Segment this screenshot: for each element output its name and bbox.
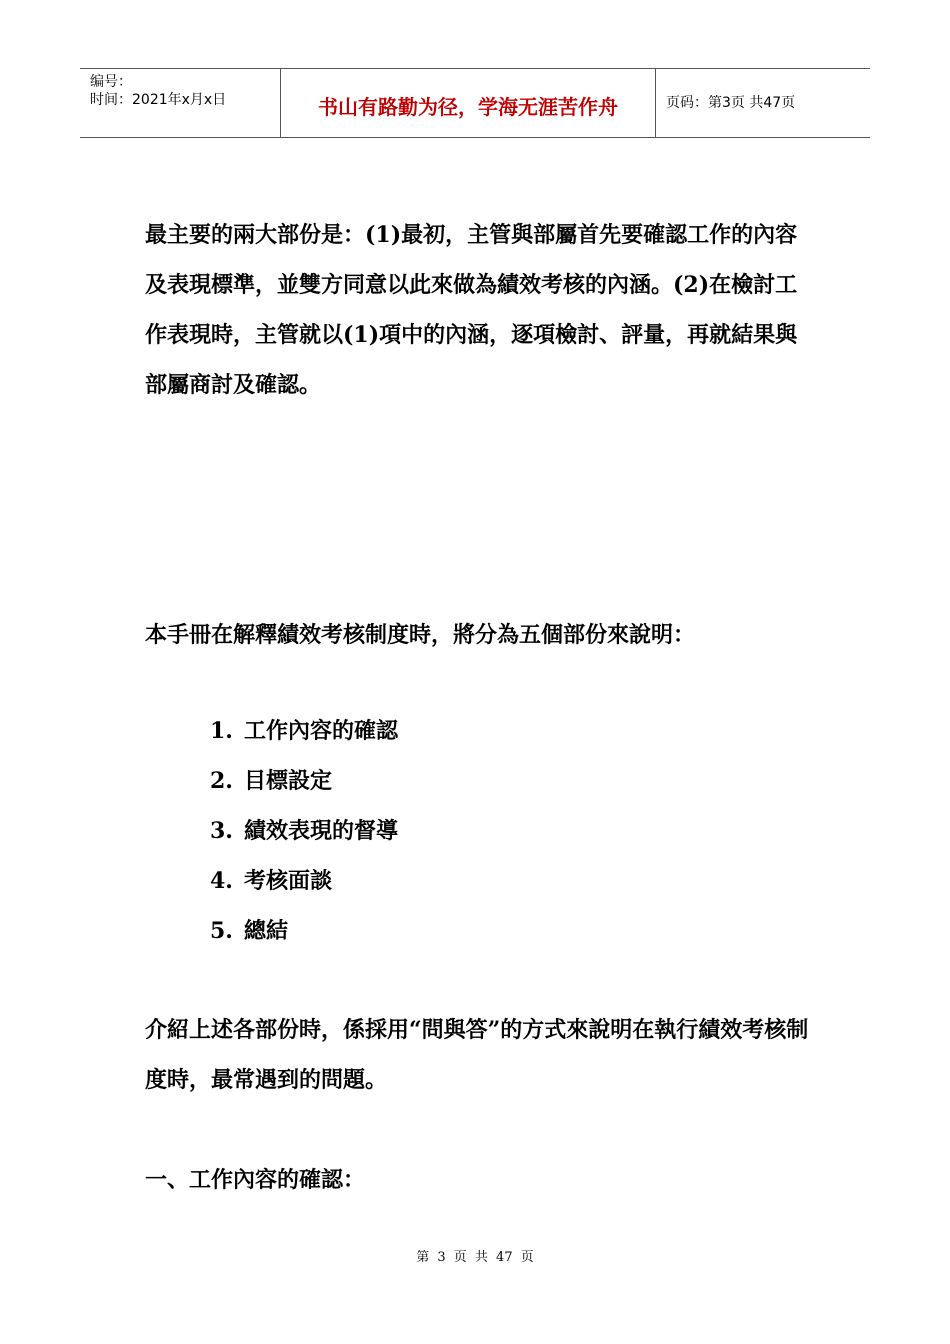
header-table xyxy=(80,68,870,138)
list-number: 2. xyxy=(210,768,233,794)
list-item xyxy=(210,806,398,856)
list-number: 4. xyxy=(210,868,233,894)
section-heading xyxy=(145,1155,810,1205)
section-list xyxy=(210,706,398,956)
paragraph-outline xyxy=(145,610,810,660)
time-label: 时间：2021年x月x日 xyxy=(90,92,227,108)
list-text: 績效表現的督導 xyxy=(244,818,399,844)
paragraph-text: 介紹上述各部份時，係採用“問與答”的方式來說明在執行績效考核制度時，最常遇到的問題。 xyxy=(145,1017,809,1093)
motto-text: 书山有路勤为径，学海无涯苦作舟 xyxy=(318,95,618,119)
header-motto-cell xyxy=(280,69,656,137)
heading-text: 一、工作內容的確認： xyxy=(145,1167,366,1193)
paragraph-intro xyxy=(145,210,810,410)
list-number: 1. xyxy=(210,718,233,744)
paragraph-text: 本手冊在解釋績效考核制度時，將分為五個部份來說明： xyxy=(145,622,696,648)
list-item xyxy=(210,706,398,756)
code-label: 编号： xyxy=(90,74,132,90)
page-info: 页码：第3页 共47页 xyxy=(666,95,796,111)
list-number: 5. xyxy=(210,918,233,944)
page-footer: 第 3 页 共 47 页 xyxy=(416,1250,534,1265)
list-number: 3. xyxy=(210,818,233,844)
list-text: 工作內容的確認 xyxy=(244,718,399,744)
header-info-cell xyxy=(80,69,280,137)
list-item xyxy=(210,856,398,906)
header-page-cell xyxy=(656,69,870,137)
list-text: 目標設定 xyxy=(244,768,333,794)
list-item xyxy=(210,756,398,806)
paragraph-method xyxy=(145,1005,810,1105)
list-text: 考核面談 xyxy=(244,868,333,894)
list-text: 總結 xyxy=(244,918,289,944)
paragraph-text: 最主要的兩大部份是：(1)最初，主管與部屬首先要確認工作的內容及表現標準，並雙方同意以此來做為績效考核的內涵。(2)在檢討工作表現時，主管就以(1)項中的內涵，逐項檢討、評量，再就結果與部屬商討及確認。 xyxy=(145,222,798,398)
list-item xyxy=(210,906,398,956)
